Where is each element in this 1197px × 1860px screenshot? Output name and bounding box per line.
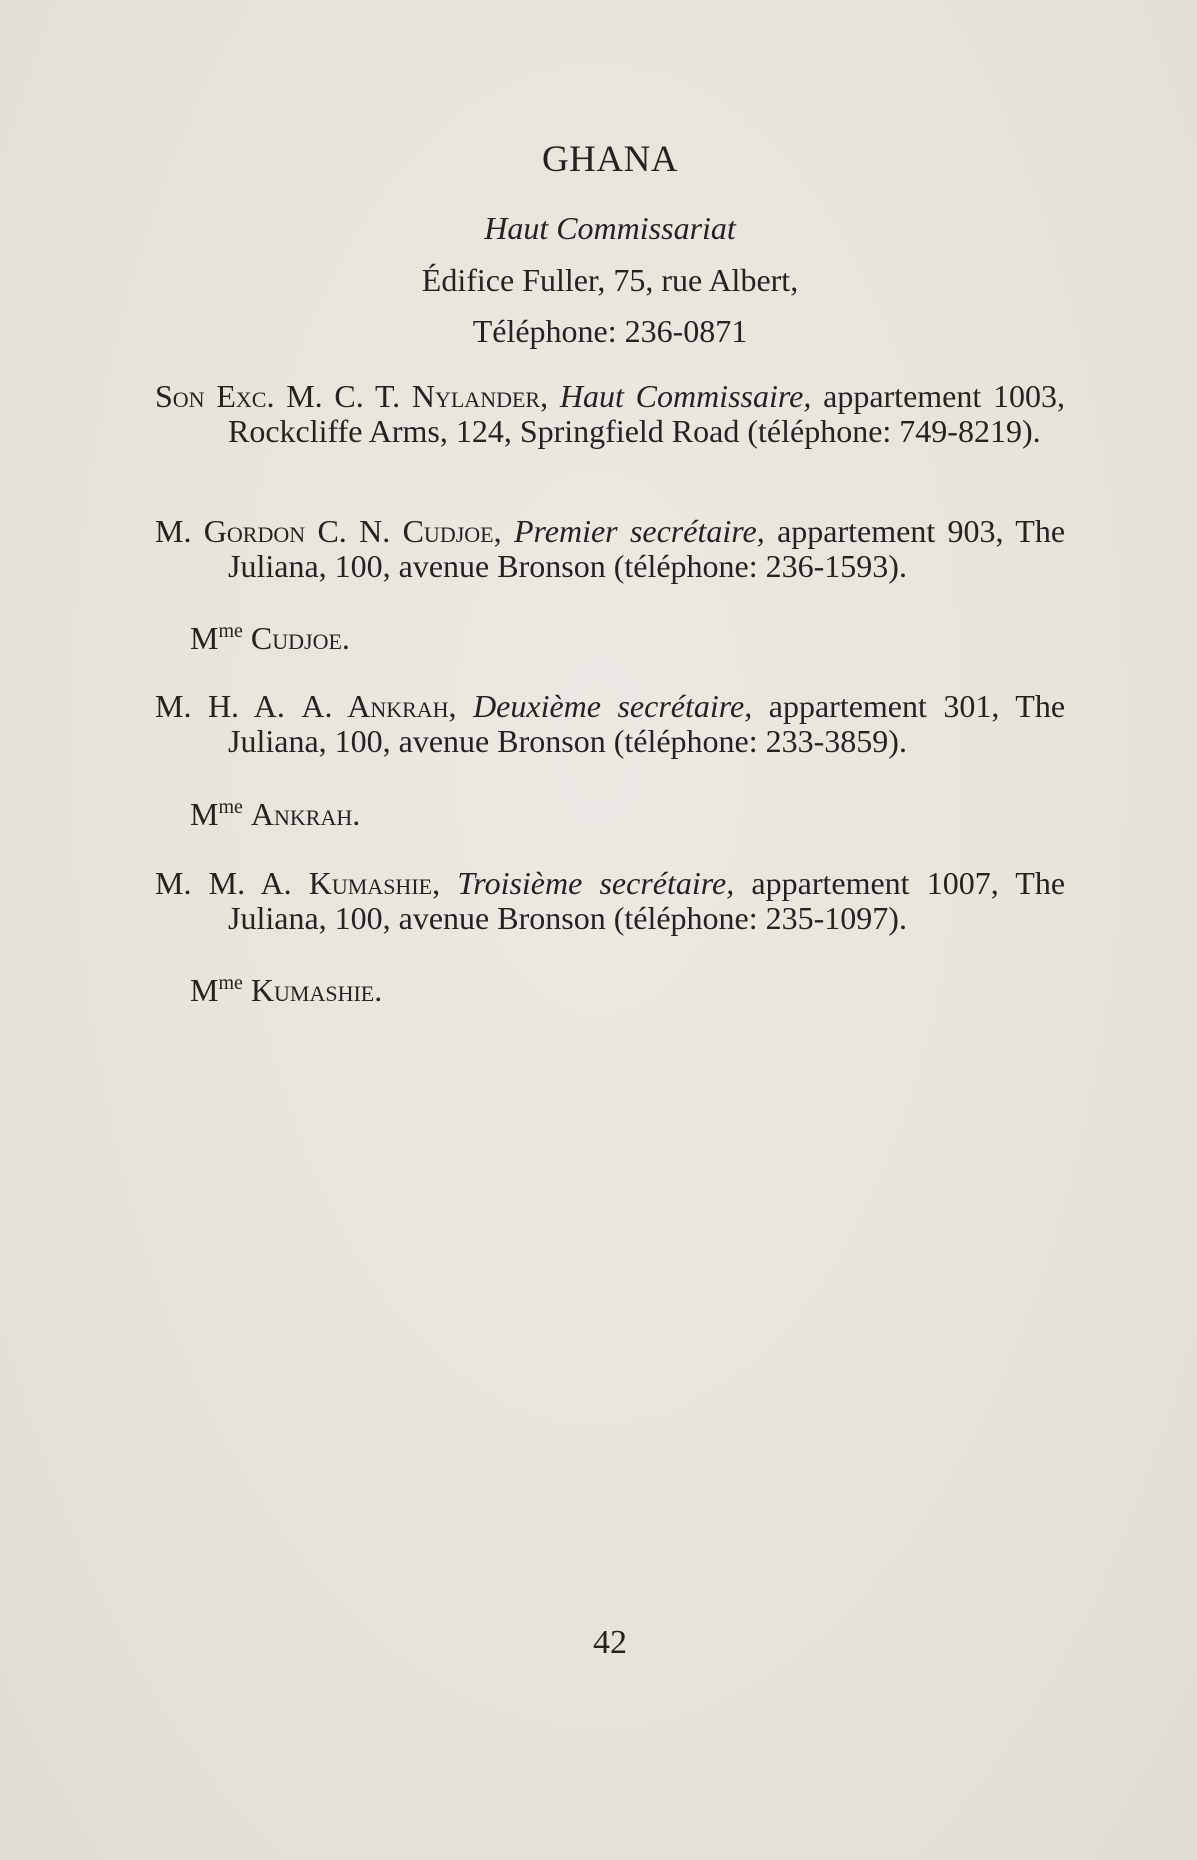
spouse-name: Cudjoe. — [250, 620, 350, 656]
spouse-prefix-superscript: me — [218, 620, 243, 642]
staff-prefix: M. — [155, 513, 192, 549]
staff-entry-third-secretary — [155, 866, 1065, 936]
staff-details: appartement 301, The Juliana, 100, avenue Bronson (téléphone: 233-3859). — [228, 688, 1066, 759]
staff-entry-high-commissioner — [155, 379, 1065, 449]
mission-subheading: Haut Commissariat — [484, 210, 736, 246]
staff-name: Son Exc. M. C. T. Nylander, — [155, 378, 549, 414]
spouse-prefix: M — [190, 620, 219, 656]
staff-entry-first-secretary — [155, 514, 1065, 584]
spouse-entry-cudjoe — [190, 620, 350, 657]
spouse-name: Kumashie. — [250, 972, 383, 1008]
staff-prefix: M. H. A. — [155, 688, 285, 724]
spouse-prefix-superscript: me — [218, 796, 243, 818]
staff-entry-second-secretary — [155, 689, 1065, 759]
staff-details: appartement 1007, The Juliana, 100, avenue Bronson (téléphone: 235-1097). — [228, 865, 1066, 936]
staff-title: Premier secrétaire, — [513, 513, 765, 549]
staff-prefix: M. M. A. — [155, 865, 292, 901]
spouse-name: Ankrah. — [250, 796, 361, 832]
spouse-prefix: M — [190, 972, 219, 1008]
staff-name: Gordon C. N. Cudjoe, — [203, 513, 502, 549]
staff-title: Troisième secrétaire, — [457, 865, 735, 901]
spouse-prefix-superscript: me — [218, 972, 243, 994]
page-number: 42 — [593, 1624, 627, 1661]
staff-details: appartement 903, The Juliana, 100, avenue Bronson (téléphone: 236-1593). — [228, 513, 1066, 584]
staff-name: Kumashie, — [308, 865, 441, 901]
staff-name: A. Ankrah, — [301, 688, 457, 724]
country-heading: GHANA — [541, 139, 679, 180]
mission-address: Édifice Fuller, 75, rue Albert, — [421, 262, 799, 298]
spouse-entry-ankrah — [190, 796, 360, 833]
staff-title: Deuxième secrétaire, — [473, 688, 753, 724]
spouse-entry-kumashie — [190, 972, 382, 1009]
mission-telephone: Téléphone: 236-0871 — [472, 313, 748, 349]
spouse-prefix: M — [190, 796, 219, 832]
staff-details: appartement 1003, Rockcliffe Arms, 124, Springfield Road (téléphone: 749-8219). — [228, 378, 1066, 449]
staff-title: Haut Commissaire, — [559, 378, 812, 414]
